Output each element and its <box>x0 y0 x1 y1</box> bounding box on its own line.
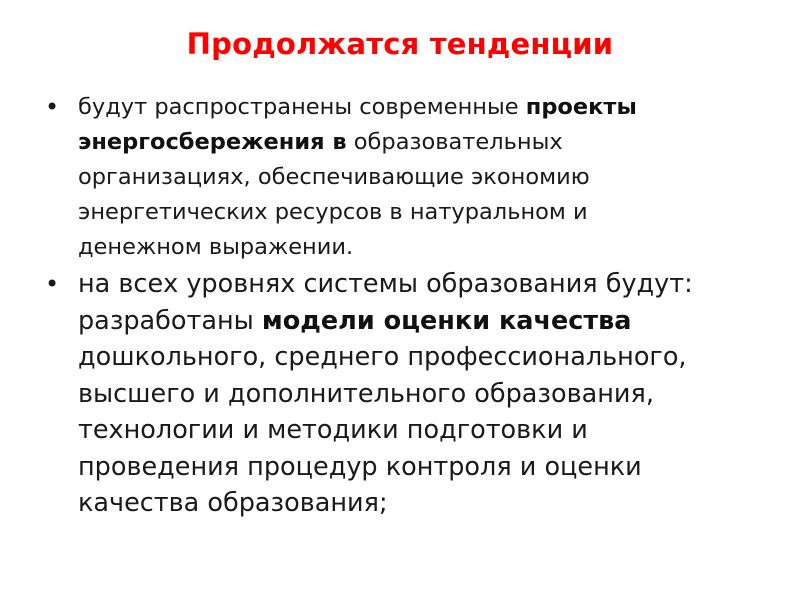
text-run: разработаны <box>78 305 262 336</box>
bold-text-run: проекты <box>525 94 637 120</box>
slide-title: Продолжатся тенденции <box>186 27 614 61</box>
bullet-item-energy-saving <box>45 90 708 265</box>
bullet-marker: • <box>45 93 60 121</box>
text-run: проведения процедур контроля и оценки <box>78 451 642 482</box>
text-line <box>78 90 708 125</box>
text-run: дошкольного, среднего профессионального, <box>78 342 687 372</box>
text-line <box>78 266 758 303</box>
text-run: денежном выражении. <box>78 234 354 260</box>
bullet-text <box>78 266 758 522</box>
text-line <box>78 376 758 413</box>
text-run: энергетических ресурсов в натуральном и <box>78 199 588 225</box>
text-run: высшего и дополнительного образования, <box>78 378 654 409</box>
text-line <box>78 230 708 265</box>
bullet-text <box>78 90 708 265</box>
text-line <box>78 303 758 340</box>
text-line <box>78 160 708 195</box>
text-line <box>78 195 708 230</box>
text-run: будут распространены современные <box>78 94 526 120</box>
text-line <box>78 449 758 486</box>
text-line <box>78 125 708 160</box>
text-run: образовательных <box>346 129 563 155</box>
bullet-marker: • <box>45 270 60 298</box>
text-line <box>78 412 758 449</box>
text-run: качества образования; <box>78 488 388 518</box>
text-run: организациях, обеспечивающие экономию <box>78 164 590 190</box>
bullet-item-quality-models <box>45 266 758 522</box>
bold-text-run: энергосбережения в <box>78 129 347 155</box>
text-run: на всех уровнях системы образования будут: <box>78 269 693 299</box>
text-line <box>78 339 758 376</box>
bold-text-run: модели оценки качества <box>261 305 632 336</box>
text-run: технологии и методики подготовки и <box>78 415 588 445</box>
text-line <box>78 485 758 522</box>
